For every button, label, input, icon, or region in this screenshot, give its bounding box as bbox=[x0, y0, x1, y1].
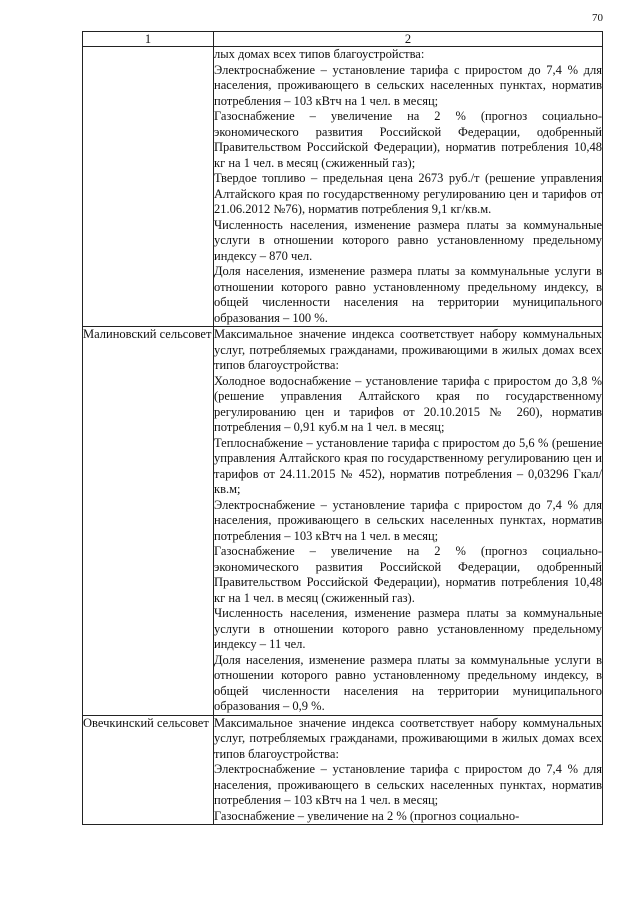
column-header-2: 2 bbox=[214, 32, 603, 47]
table-row-continuation bbox=[83, 47, 603, 327]
municipality-cell: Овечкинский сельсовет bbox=[83, 715, 214, 825]
table-header-row bbox=[83, 32, 603, 47]
paragraph: Электроснабжение – установление тарифа с приростом до 7,4 % для населения, проживающего в сельских населенных пунктах, норматив потребления – 103 кВтч на 1 чел. в месяц; bbox=[214, 497, 602, 543]
paragraph: Газоснабжение – увеличение на 2 % (прогноз социально-экономического развития Российской Федерации, одобренный Правительством Российской Федерации), норматив потребления 10,48 кг на 1 чел. в месяц (сжиженный газ). bbox=[214, 544, 602, 605]
paragraph: Электроснабжение – установление тарифа с приростом до 7,4 % для населения, проживающего в сельских населенных пунктах, норматив потребления – 103 кВтч на 1 чел. в месяц; bbox=[214, 62, 602, 108]
paragraph: Газоснабжение – увеличение на 2 % (прогноз социально- bbox=[214, 808, 520, 823]
paragraph: Теплоснабжение – установление тарифа с приростом до 5,6 % (решение управления Алтайского края по государственному регулированию цен и тарифов от 24.11.2015 № 452), норматив потребления – 0,03296 Гкал/кв.м; bbox=[214, 435, 602, 496]
municipality-cell bbox=[83, 47, 214, 327]
paragraph: лых домах всех типов благоустройства: bbox=[214, 47, 425, 61]
paragraph: Доля населения, изменение размера платы за коммунальные услуги в отношении которого равно установленному предельному индексу, в общей численности населения на территории муниципального образования – 0,9 %. bbox=[214, 652, 602, 713]
paragraph: Электроснабжение – установление тарифа с приростом до 7,4 % для населения, проживающего в сельских населенных пунктах, норматив потребления – 103 кВтч на 1 чел. в месяц; bbox=[214, 762, 602, 807]
indicator-cell bbox=[214, 327, 603, 716]
municipality-cell: Малиновский сельсовет bbox=[83, 327, 214, 716]
paragraph: Максимальное значение индекса соответствует набору коммунальных услуг, потребляемых гражданами, проживающими в жилых домах всех типов благоустройства: bbox=[214, 715, 602, 761]
paragraph: Твердое топливо – предельная цена 2673 руб./т (решение управления Алтайского края по государственному регулированию цен и тарифов от 21.06.2012 №76), норматив потребления 9,1 кг/кв.м. bbox=[214, 171, 602, 216]
tariff-table bbox=[82, 31, 603, 825]
paragraph: Доля населения, изменение размера платы за коммунальные услуги в отношении которого равно установленному предельному индексу, в общей численности населения на территории муниципального образования – 100 %. bbox=[214, 264, 602, 325]
paragraph: Холодное водоснабжение – установление тарифа с приростом до 3,8 % (решение управления Алтайского края по государственному регулированию цен и тарифов от 20.10.2015 № 260), норматив потребления – 0,91 куб.м на 1 чел. в месяц; bbox=[214, 373, 602, 434]
paragraph: Численность населения, изменение размера платы за коммунальные услуги в отношении которого равно установленному предельному индексу – 870 чел. bbox=[214, 217, 602, 263]
indicator-cell bbox=[214, 715, 603, 825]
table-row-ovechkinsky bbox=[83, 715, 603, 825]
table-row-malinovsky bbox=[83, 327, 603, 716]
paragraph: Численность населения, изменение размера платы за коммунальные услуги в отношении которого равно установленному предельному индексу – 11 чел. bbox=[214, 606, 602, 651]
paragraph: Газоснабжение – увеличение на 2 % (прогноз социально-экономического развития Российской Федерации, одобренный Правительством Российской Федерации), норматив потребления 10,48 кг на 1 чел. в месяц (сжиженный газ); bbox=[214, 109, 602, 170]
indicator-cell bbox=[214, 47, 603, 327]
paragraph: Максимальное значение индекса соответствует набору коммунальных услуг, потребляемых гражданами, проживающими в жилых домах всех типов благоустройства: bbox=[214, 327, 602, 372]
page-number: 70 bbox=[592, 12, 603, 24]
column-header-1: 1 bbox=[83, 32, 214, 47]
